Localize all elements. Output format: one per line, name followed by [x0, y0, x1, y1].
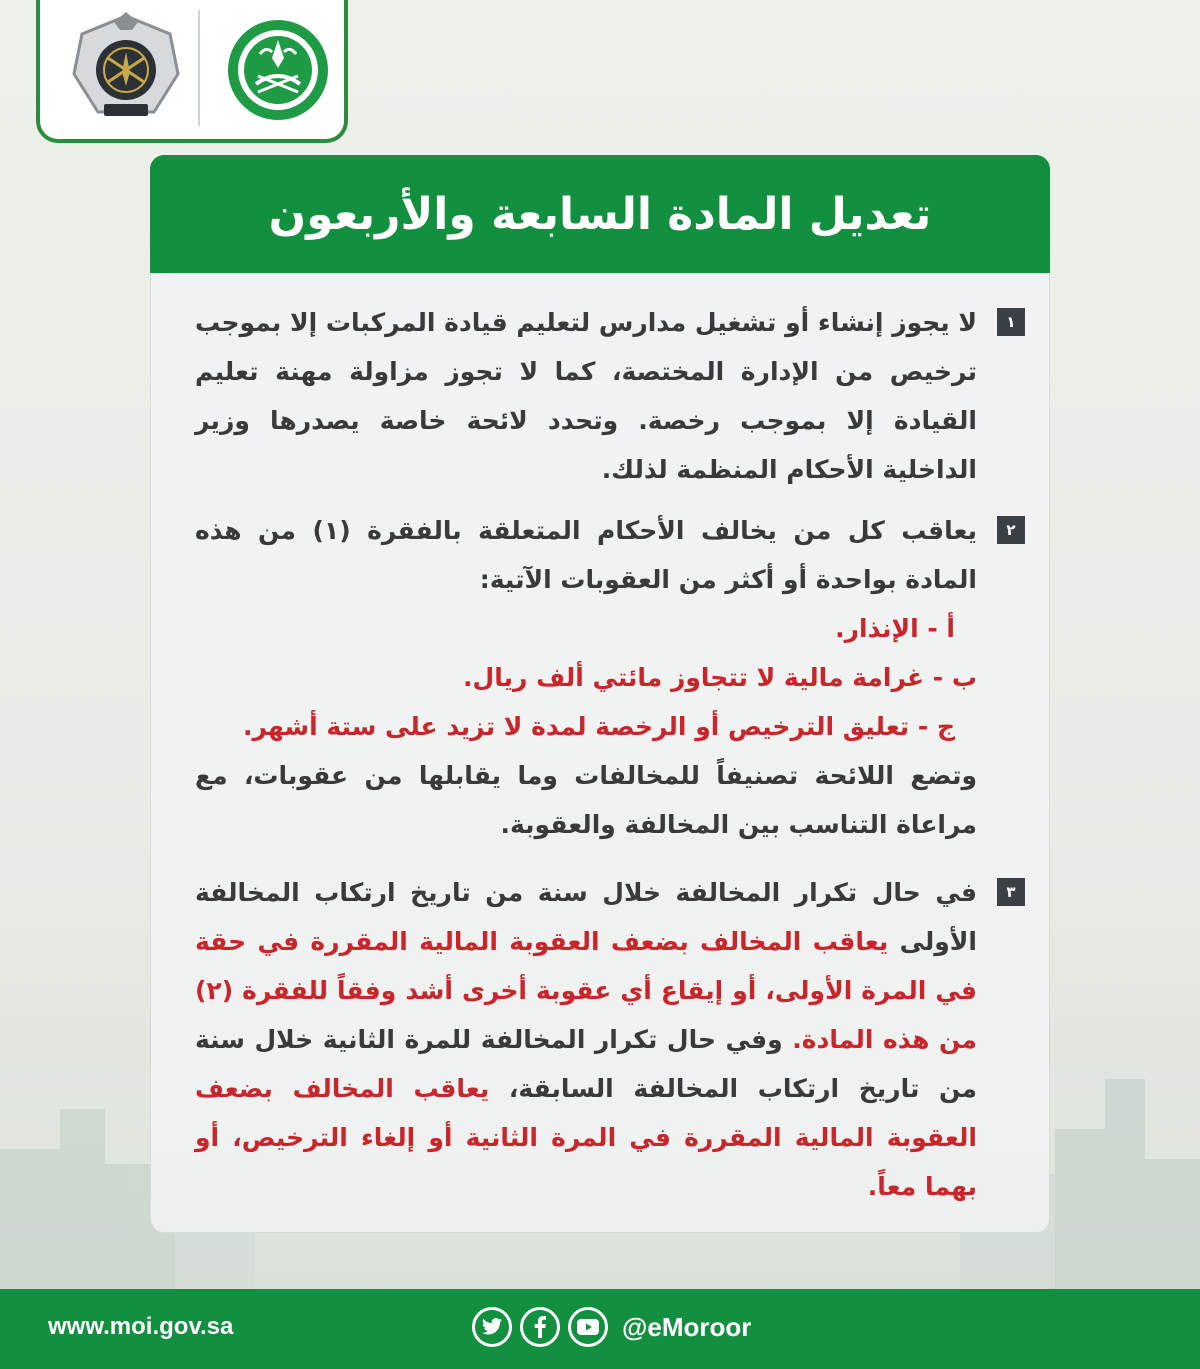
clause-text	[195, 298, 977, 494]
article-content	[150, 273, 1050, 1233]
ministry-of-interior-emblem	[226, 18, 330, 122]
footer-bar	[0, 1289, 1200, 1369]
youtube-icon[interactable]	[568, 1307, 608, 1347]
logo-divider	[198, 10, 200, 126]
clause-2	[195, 506, 1025, 849]
clause-text-segment-highlight: يعاقب المخالف بضعف العقوبة المالية المقررة في المرة الثانية أو إلغاء الترخيص، أو بهما معاً.	[195, 1074, 977, 1201]
website-link[interactable]: www.moi.gov.sa	[48, 1313, 234, 1340]
clause-text-segment: وفي حال تكرار المخالفة للمرة الثانية خلال سنة من تاريخ ارتكاب المخالفة السابقة،	[195, 1025, 977, 1103]
penalty-item: ب - غرامة مالية لا تتجاوز مائتي ألف ريال.	[463, 663, 977, 692]
twitter-icon[interactable]	[472, 1307, 512, 1347]
clause-text-segment: لا يجوز إنشاء أو تشغيل مدارس لتعليم قيادة المركبات إلا بموجب ترخيص من الإدارة المختصة، كما لا تجوز مزاولة مهنة تعليم القيادة إلا بموجب رخصة. وتحدد لائحة خاصة يصدرها وزير الداخلية الأحكام المنظمة لذلك.	[195, 308, 977, 484]
logo-panel	[36, 0, 348, 143]
clause-number: ٢	[997, 516, 1025, 544]
clause-1	[195, 298, 1025, 494]
clause-text-segment: في حال تكرار المخالفة خلال سنة من تاريخ ارتكاب المخالفة الأولى	[195, 878, 977, 956]
facebook-icon[interactable]	[520, 1307, 560, 1347]
clause-3	[195, 868, 1025, 1211]
clause-text	[195, 506, 977, 849]
title-banner	[150, 155, 1050, 273]
clause-outro: وتضع اللائحة تصنيفاً للمخالفات وما يقابلها من عقوبات، مع مراعاة التناسب بين المخالفة والعقوبة.	[195, 761, 977, 839]
clause-number: ١	[997, 308, 1025, 336]
clause-text	[195, 868, 977, 1211]
penalty-item: ج - تعليق الترخيص أو الرخصة لمدة لا تزيد على ستة أشهر.	[242, 712, 955, 741]
clause-intro: يعاقب كل من يخالف الأحكام المتعلقة بالفقرة (١) من هذه المادة بواحدة أو أكثر من العقوبات الآتية:	[195, 516, 977, 594]
clause-number: ٣	[997, 878, 1025, 906]
general-traffic-department-emblem	[70, 12, 182, 124]
page-title: تعديل المادة السابعة والأربعون	[268, 188, 932, 240]
clause-text-segment-highlight: يعاقب المخالف بضعف العقوبة المالية المقررة في حقة في المرة الأولى، أو إيقاع أي عقوبة أخرى أشد وفقاً للفقرة (٢) من هذه المادة.	[195, 927, 978, 1054]
social-handle[interactable]: @eMoroor	[622, 1311, 752, 1342]
social-links	[472, 1307, 751, 1347]
penalty-item: أ - الإنذار.	[835, 614, 955, 643]
